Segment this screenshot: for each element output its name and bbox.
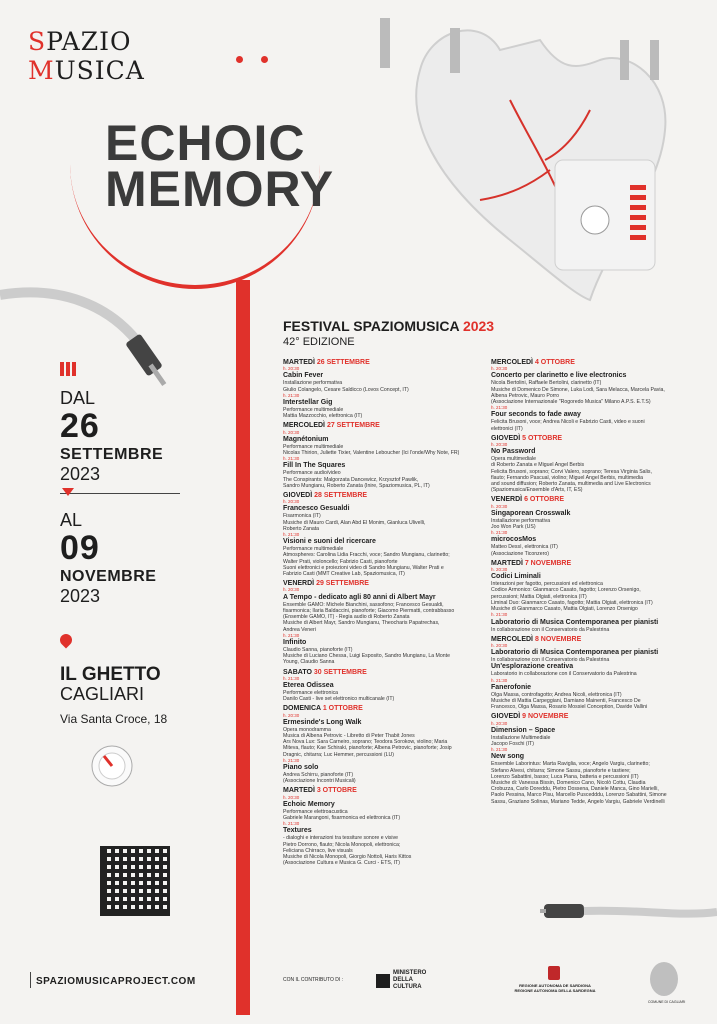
event-description: In collaborazione con il Conservatorio da Palestrina [491, 657, 610, 664]
event-title: Codici Liminali [491, 573, 541, 581]
event-time: h. 21:30 [491, 530, 508, 536]
schedule-right-column [491, 356, 701, 805]
event-description: Nicola Bertolini, Raffaele Bertolini, clarinetto (IT) Musiche di Domenico De Simone, Luka Lodi, Sara Melacca, Marcela Pavia, Albena Petrovic, Mauro Porro (Associazione Internazionale "Rogoredo Musica" Milano A.P.S. E.T.S) [491, 380, 665, 406]
event-time: h. 20:30 [491, 366, 508, 372]
event-time: h. 20:30 [283, 794, 300, 800]
event-description: Fisarmonica (IT) Musiche di Mauro Cardi, Alan Abd El Monim, Gianluca Ulivelli, Roberto Zanata [283, 513, 426, 532]
event-title: Interstellar Gig [283, 399, 333, 407]
schedule-day-heading: MARTEDÌ 7 NOVEMBRE [491, 559, 572, 567]
event-title: Eterea Odissea [283, 681, 334, 689]
event-description: Performance multimediale Nicolas Thirion, Juliette Tixier, Valentine Leboucher (Ici l'onde/Why Note, FR) [283, 443, 460, 457]
page-title: ECHOIC MEMORY [105, 115, 335, 217]
venue-city: CAGLIARI [60, 684, 145, 704]
event-description: Claudio Sanna, pianoforte (IT) Musiche di Luciano Chessa, Luigi Esposito, Sandro Mungianu, La Monte Young, Claudio Sanna [283, 646, 450, 666]
schedule-day-heading: MERCOLEDÌ 4 OTTOBRE [491, 359, 575, 366]
venue-name: IL GHETTO [60, 664, 161, 685]
event-title: Un'esplorazione creativa [491, 663, 574, 671]
festival-title: FESTIVAL SPAZIOMUSICA 2023 [283, 318, 495, 334]
event-title: Dimension – Space [491, 726, 556, 734]
event-time: h. 21:30 [283, 675, 300, 681]
triangle-marker-icon [62, 488, 74, 496]
event-title: Cabin Fever [283, 372, 324, 380]
event-title: Fill In The Squares [283, 462, 346, 470]
schedule-day-heading: MARTEDÌ 3 OTTOBRE [283, 787, 357, 795]
event-title: Laboratorio di Musica Contemporanea per pianisti [491, 649, 659, 657]
event-time: h. 21:30 [491, 405, 508, 411]
location-pin-icon [58, 632, 75, 649]
event-description: Performance multimediale Atmospheres: Carolina Lidia Fracchi, voce; Sandro Mungianu, clarinetto; Walter Prati, violoncello; Fabrizio Casti, pianoforte Suoni elettronici e proiezioni video di Sandro Mungianu, Walter Prati e Fabrizio Casti (MMT Creative Lab, Spaziomusica, IT) [283, 546, 450, 578]
schedule-day-heading: SABATO 30 SETTEMBRE [283, 668, 367, 676]
city-crest-icon [650, 962, 678, 996]
schedule-day-heading: VENERDÌ 29 SETTEMBRE [283, 580, 369, 588]
event-title: Magnétonium [283, 435, 329, 443]
event-title: Echoic Memory [283, 800, 335, 808]
event-title: microcosMos [491, 536, 537, 544]
schedule-day-heading: DOMENICA 1 OTTOBRE [283, 705, 363, 713]
website-link[interactable]: SPAZIOMUSICAPROJECT.COM [36, 976, 196, 987]
event-title: Fanerofonie [491, 683, 532, 691]
schedule-day-heading: GIOVEDÌ 28 SETTEMBRE [283, 492, 368, 500]
edition-label: 42° EDIZIONE [283, 336, 355, 348]
event-time: h. 20:30 [283, 366, 300, 372]
event-description: Laboratorio in collaborazione con il Conservatorio da Palestrina [491, 671, 637, 678]
event-time: h. 20:30 [283, 587, 300, 593]
event-description: Opera multimediale di Roberto Zanata e Miguel Angel Berbis Felicita Brusoni, soprano; Corvi Valero, soprano; Teresa Virginia Salis, flauto; Fernando Pascual, violino; Miguel Angel Berbis, multimedia and sound diffusion; Roberto Zanata, multimedia and Live Electronics (Spaziomusica/Ensemble d'Arts, IT, ES) [491, 456, 652, 494]
event-description: Olga Massa, controfagotto; Andrea Nicoli, elettronica (IT) Musiche di Mattia Carpeggiani, Damiano Mainenti, Francesco De Francesco, Olga Massa, Rosario Mossiel Conception, Davide Vallini [491, 691, 648, 711]
schedule-day-heading: VENERDÌ 6 OTTOBRE [491, 496, 565, 504]
event-title: Laboratorio di Musica Contemporanea per pianisti [491, 618, 659, 626]
event-description: Interazioni per fagotto, percussioni ed elettronica Codice Armonico: Gianmarco Casato, fagotto; Lorenzo Orsenigo, percussioni; Mattia Olgiati, elettronica (IT) Liminal Duo: Gianmarco Casato, fagotto; Mattia Olgiati, elettronica (IT) Musiche di Gianmarco Casato, Mattia Olgiati, Lorenzo Orsenigo [491, 581, 653, 613]
event-time: h. 20:30 [491, 567, 508, 573]
event-title: New song [491, 753, 525, 761]
event-title: Piano solo [283, 763, 319, 771]
event-description: Installazione performativa Joo Won Park (US) [491, 517, 551, 531]
event-description: Performance elettronica Danilo Casti - live set elettronico multicanale (IT) [283, 689, 395, 703]
date-to: AL 09 NOVEMBRE 2023 [60, 510, 157, 606]
event-description: Ensemble Laborintus: Marta Raviglia, voce; Angelo Vargiu, clarinetto; Stefano Alvesi, chitarra; Simone Sassu, pianoforte e tastiere; Lorenzo Sabattini, basso; Luca Piana, batteria e percussioni (IT) Musiche di: Vanessa Bissin, Domenico Cano, Nicolò Cottu, Claudia Crobuzza, Carlo Doreddu, Pietro Dossena, Daniele Manca, Gino Marielli, Paolo Pessina, Marco Pisu, Marcello Puscedddu, Lorenzo Sabattini, Simone Sassu, Graziano Solinas, Mariano Tedde, Angelo Vargiu, Gabriele Verdinelli [491, 761, 667, 805]
event-title: A Tempo - dedicato agli 80 anni di Albert Mayr [283, 593, 436, 601]
event-time: h. 21:30 [491, 747, 508, 753]
event-description: Ensemble GAMO: Michele Bianchini, sassofono; Francesco Gesualdi, fisarmonica; Ilaria Baldaccini, pianoforte; Giacomo Piermatti, contrabbasso (Ensemble GAMO, IT) - Regia audio di Roberto Zanata Musiche di Albert Mayr, Sandro Mungianu, Theocharis Papatrechas, Andrea Veneri [283, 601, 455, 633]
logo-musica: MUSICA [28, 56, 145, 85]
event-time: h. 20:30 [491, 442, 508, 448]
event-time: h. 21:30 [283, 456, 300, 462]
event-description: Performance elettroacustica Gabriele Marangoni, fisarmonica ed elettronica (IT) [283, 808, 401, 821]
event-title: Concerto per clarinetto e live electronics [491, 372, 627, 380]
event-title: Singaporean Crosswalk [491, 509, 571, 517]
audio-cable-illustration [540, 892, 717, 932]
event-time: h. 20:30 [491, 720, 508, 726]
event-time: h. 20:30 [283, 429, 300, 435]
event-title: Four seconds to fade away [491, 411, 581, 419]
schedule-day-heading: MARTEDÌ 26 SETTEMBRE [283, 359, 370, 366]
venue-address: Via Santa Croce, 18 [60, 712, 168, 726]
heart-illustration [360, 10, 700, 310]
contributors-label: CON IL CONTRIBUTO DI : [283, 977, 344, 983]
event-time: h. 21:30 [491, 677, 508, 683]
event-description: Installazione performativa Giulio Colangelo, Cesare Saldicco (Lovos Concept, IT) [283, 380, 409, 393]
region-logo: REGIONE AUTONOMA DE SARDIGNA REGIONE AUTONOMA DELLA SARDEGNA [514, 983, 596, 993]
schedule-day-heading: GIOVEDÌ 5 OTTOBRE [491, 434, 563, 442]
event-title: Francesco Gesualdi [283, 505, 350, 513]
event-title: No Password [491, 448, 536, 456]
knob-icon [90, 742, 140, 792]
event-time: h. 21:30 [491, 612, 508, 618]
event-description: In collaborazione con il Conservatorio da Palestrina [491, 626, 610, 633]
calendar-icon [60, 362, 78, 376]
date-from: DAL 26 SETTEMBRE 2023 [60, 388, 164, 484]
event-description: Performance multimediale Mattia Mazzocchio, elettronica (IT) [283, 407, 363, 420]
event-description: Performance audio/video The Conspirants: Malgorzata Dancewicz, Krzysztof Pawlik, Sandro Mungianu, Roberto Zanata (Inire, Spaziomusica, PL, IT) [283, 470, 430, 489]
schedule-left-column [283, 356, 483, 866]
event-time: h. 21:30 [283, 757, 300, 763]
schedule-day-heading: MERCOLEDÌ 8 NOVEMBRE [491, 635, 582, 643]
event-time: h. 20:30 [283, 499, 300, 505]
divider [30, 972, 31, 988]
region-crest-icon [548, 966, 560, 980]
event-title: Visioni e suoni del ricercare [283, 538, 376, 546]
event-description: Andrea Schirru, pianoforte (IT) (Associazione Incontri Musicali) [283, 771, 356, 785]
schedule-day-heading: GIOVEDÌ 9 NOVEMBRE [491, 713, 569, 721]
event-time: h. 21:30 [283, 392, 300, 398]
event-time: h. 20:30 [491, 503, 508, 509]
event-time: h. 21:30 [283, 532, 300, 538]
qr-code[interactable] [100, 846, 170, 916]
event-title: Ermesinde's Long Walk [283, 718, 362, 726]
event-time: h. 21:30 [283, 821, 300, 827]
logo-spazio: SPAZIO [28, 27, 132, 56]
event-time: h. 21:30 [283, 632, 300, 638]
red-vertical-bar [236, 280, 250, 1015]
event-description: Matteo Dessì, elettronica (IT) (Associazione Ticonzero) [491, 544, 558, 557]
schedule-day-heading: MERCOLEDÌ 27 SETTEMBRE [283, 422, 380, 430]
event-description: Felicita Brusoni, voce; Andrea Nicoli e Fabrizio Casti, video e suoni elettronici (IT) [491, 419, 645, 432]
audio-cable-illustration [0, 275, 200, 405]
divider [60, 493, 180, 494]
decorative-dots [236, 50, 286, 68]
event-description: Opera monodramma Musica di Albena Petrovic - Libretto di Peter Thabit Jones Ars Nova Lux: Sara Carneiro, soprano; Teodora Sorokow, violino; Maria Miteva, flauto; Kae Schiraki, pianoforte; Albena Petrovic, pianoforte; Josip Dragnic, chitarra; Luc Hemmer, percussioni (LU) [283, 726, 452, 758]
event-description: - dialoghi e interazioni tra tessiture sonore e visive Pietro Dorrono, flauto; Nicola Monopoli, elettronica; Feliciana Chirraco, live visuals Musiche di Nicola Monopoli, Giorgio Nottoli, Haris Kittos (Associazione Cultura e Musica G. Curci - ETS, IT) [283, 835, 412, 867]
event-time: h. 20:30 [283, 712, 300, 718]
event-title: Infinito [283, 638, 307, 646]
event-time: h. 20:30 [491, 642, 508, 648]
city-logo-label: COMUNE DI CAGLIARI [648, 1000, 686, 1004]
event-description: Installazione Multimediale Jacopo Foschi (IT) [491, 734, 551, 747]
ministry-logo: MINISTERO DELLA CULTURA [376, 970, 426, 991]
event-title: Textures [283, 827, 312, 835]
